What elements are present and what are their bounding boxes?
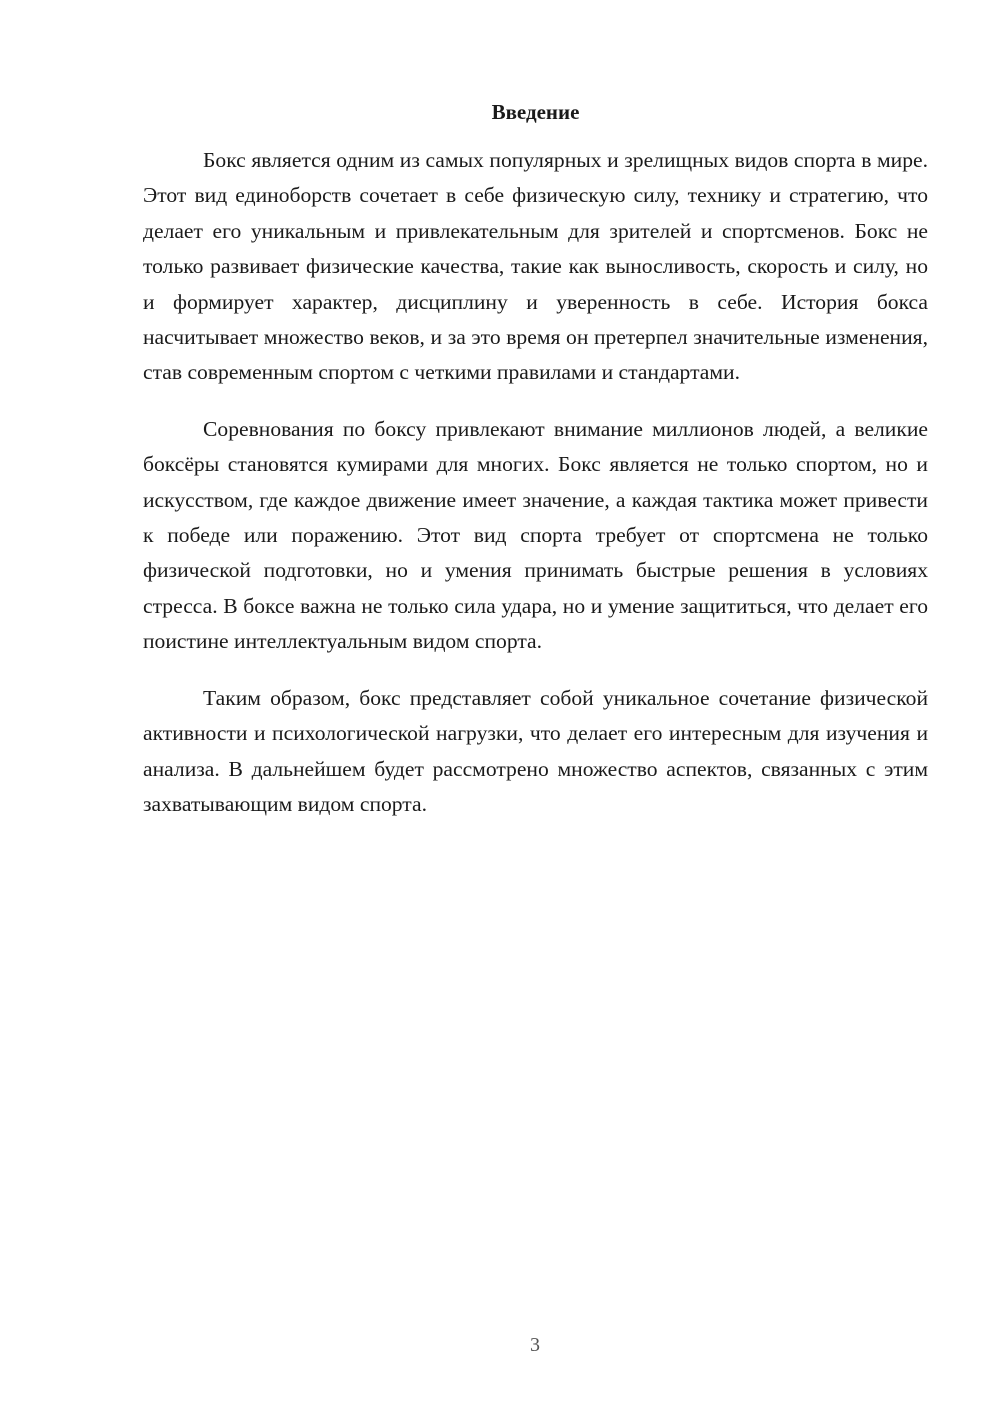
section-heading: Введение xyxy=(491,100,580,124)
paragraph-3: Таким образом, бокс представляет собой уникальное сочетание физической активности и психологической нагрузки, что делает его интересным для изучения и анализа. В дальнейшем будет рассмотрено множество аспектов, связанных с этим захватывающим видом спорта. xyxy=(143,685,928,816)
paragraph-2: Соревнования по боксу привлекают внимание миллионов людей, а великие боксёры становятся кумирами для многих. Бокс является не только спортом, но и искусством, где каждое движение имеет значение, а каждая тактика может привести к победе или поражению. Этот вид спорта требует от спортсмена не только физической подготовки, но и умения принимать быстрые решения в условиях стресса. В боксе важна не только сила удара, но и умение защититься, что делает его поистине интеллектуальным видом спорта. xyxy=(143,416,928,654)
page-number: 3 xyxy=(530,1334,540,1356)
paragraph-1: Бокс является одним из самых популярных и зрелищных видов спорта в мире. Этот вид единоборств сочетает в себе физическую силу, технику и стратегию, что делает его уникальным и привлекательным для зрителей и спортсменов. Бокс не только развивает физические качества, такие как выносливость, скорость и силу, но и формирует характер, дисциплину и уверенность в себе. История бокса насчитывает множество веков, и за это время он претерпел значительные изменения, став современным спортом с четкими правилами и стандартами. xyxy=(143,148,928,385)
body-text xyxy=(143,143,928,843)
